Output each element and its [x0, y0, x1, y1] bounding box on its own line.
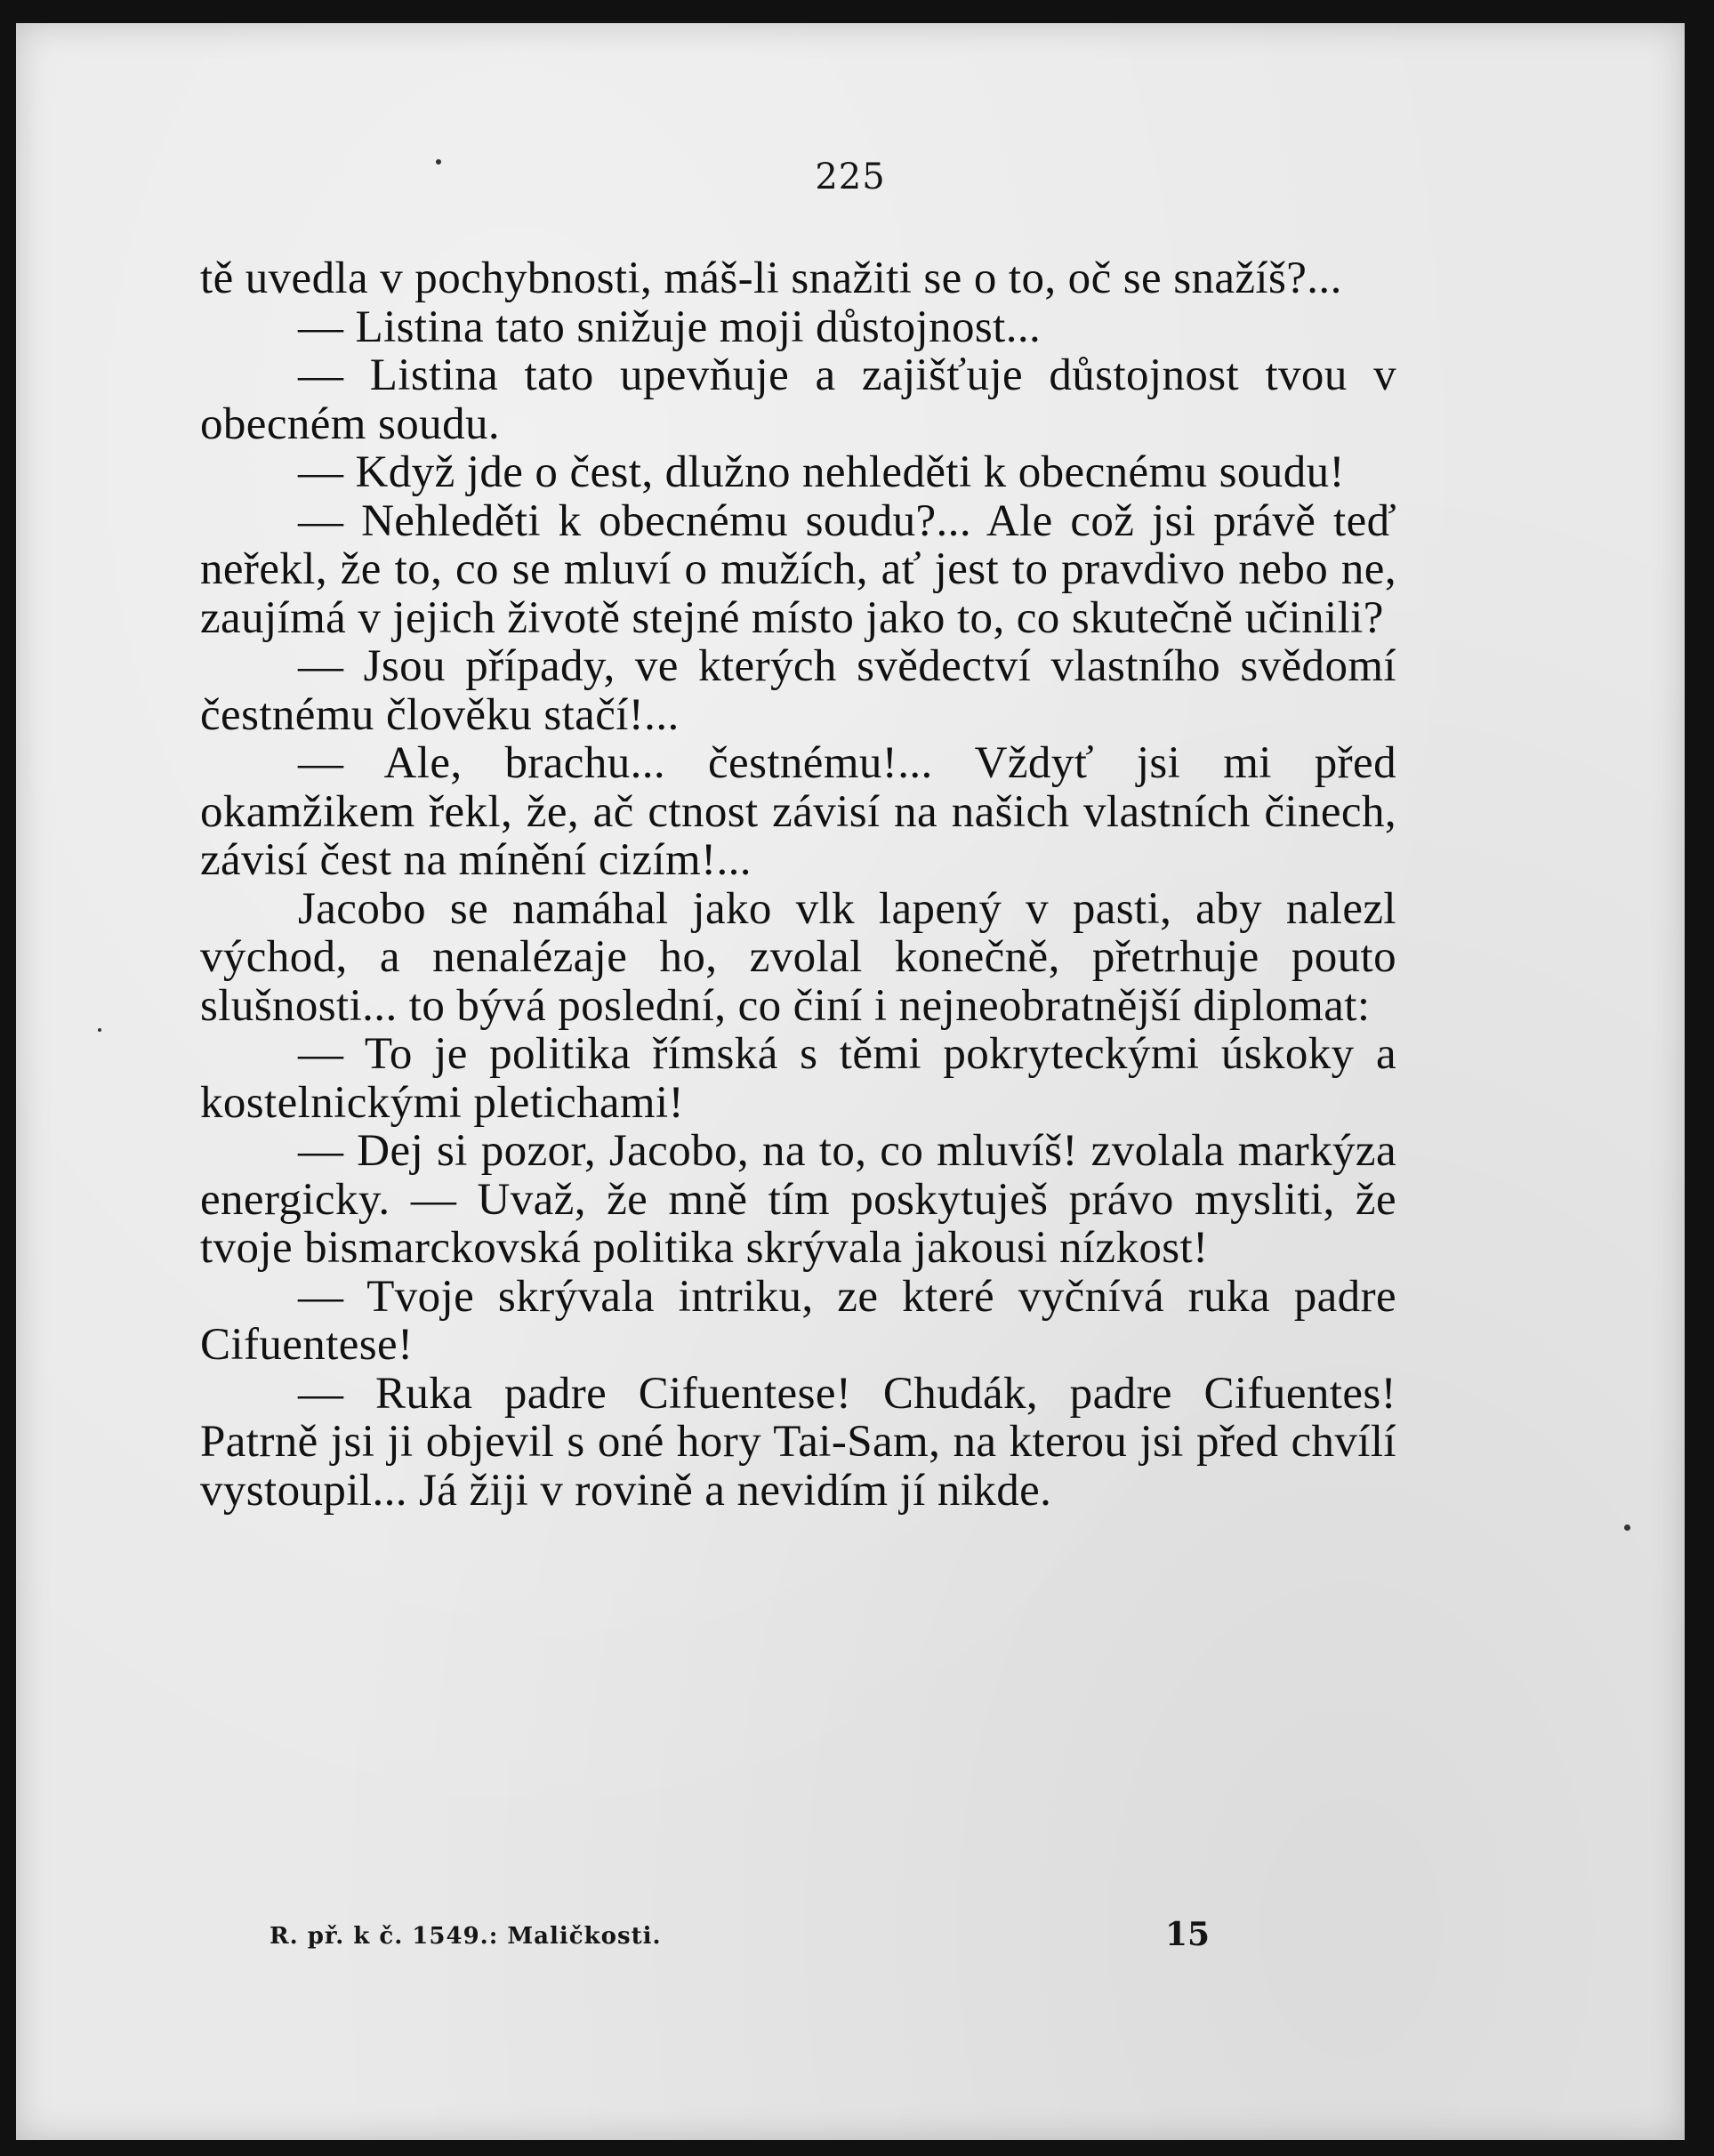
- paragraph-7: — Ale, brachu... čestnému!... Vždyť jsi mi před okamžikem řekl, že, ač ctnost závisí na našich vlastních činech, závisí čest na mínění cizím!...: [200, 738, 1396, 885]
- page-number: 225: [815, 157, 886, 197]
- body-text: [200, 254, 1396, 1515]
- book-page: [16, 23, 1685, 2140]
- paragraph-5: — Nehleděti k obecnému soudu?... Ale což jsi právě teď neřekl, že to, co se mluví o mužích, ať jest to pravdivo nebo ne, zaujímá v jejich životě stejné místo jako to, co skutečně učinili?: [200, 495, 1396, 643]
- scan-speck: [436, 159, 441, 165]
- paragraph-3: — Listina tato upevňuje a zajišťuje důstojnost tvou v obecném soudu.: [200, 350, 1396, 449]
- paragraph-4: — Když jde o čest, dlužno nehleděti k obecnému soudu!: [298, 447, 1345, 497]
- paragraph-10: — Dej si pozor, Jacobo, na to, co mluvíš! zvolala markýza energicky. — Uvaž, že mně tím poskytuješ právo mysliti, že tvoje bismarckovská politika skrývala jakousi nízkost!: [200, 1126, 1396, 1273]
- paragraph-1: tě uvedla v pochybnosti, máš-li snažiti se o to, oč se snažíš?...: [200, 253, 1342, 303]
- scan-speck: [98, 1028, 101, 1032]
- paragraph-6: — Jsou případy, ve kterých svědectví vlastního svědomí čestnému člověku stačí!...: [200, 641, 1396, 740]
- paragraph-8: Jacobo se namáhal jako vlk lapený v pasti, aby nalezl východ, a nenalézaje ho, zvolal konečně, přetrhuje pouto slušnosti... to bývá poslední, co činí i nejneobratnější diplomat:: [200, 883, 1396, 1031]
- paragraph-2: — Listina tato snižuje moji důstojnost...: [298, 302, 1042, 352]
- paragraph-9: — To je politika římská s těmi pokryteckými úskoky a kostelnickými pletichami!: [200, 1029, 1396, 1128]
- paragraph-12: — Ruka padre Cifuentese! Chudák, padre Cifuentes! Patrně jsi ji objevil s oné hory Tai-Sam, na kterou jsi před chvílí vystoupil... Já žiji v rovině a nevidím jí nikde.: [200, 1368, 1396, 1516]
- paragraph-11: — Tvoje skrývala intriku, ze které vyčnívá ruka padre Cifuentese!: [200, 1271, 1396, 1370]
- footer-sheet-number: 15: [1165, 1916, 1211, 1953]
- scan-speck: [1624, 1524, 1630, 1531]
- footer-signature: R. př. k č. 1549.: Maličkosti.: [270, 1923, 662, 1950]
